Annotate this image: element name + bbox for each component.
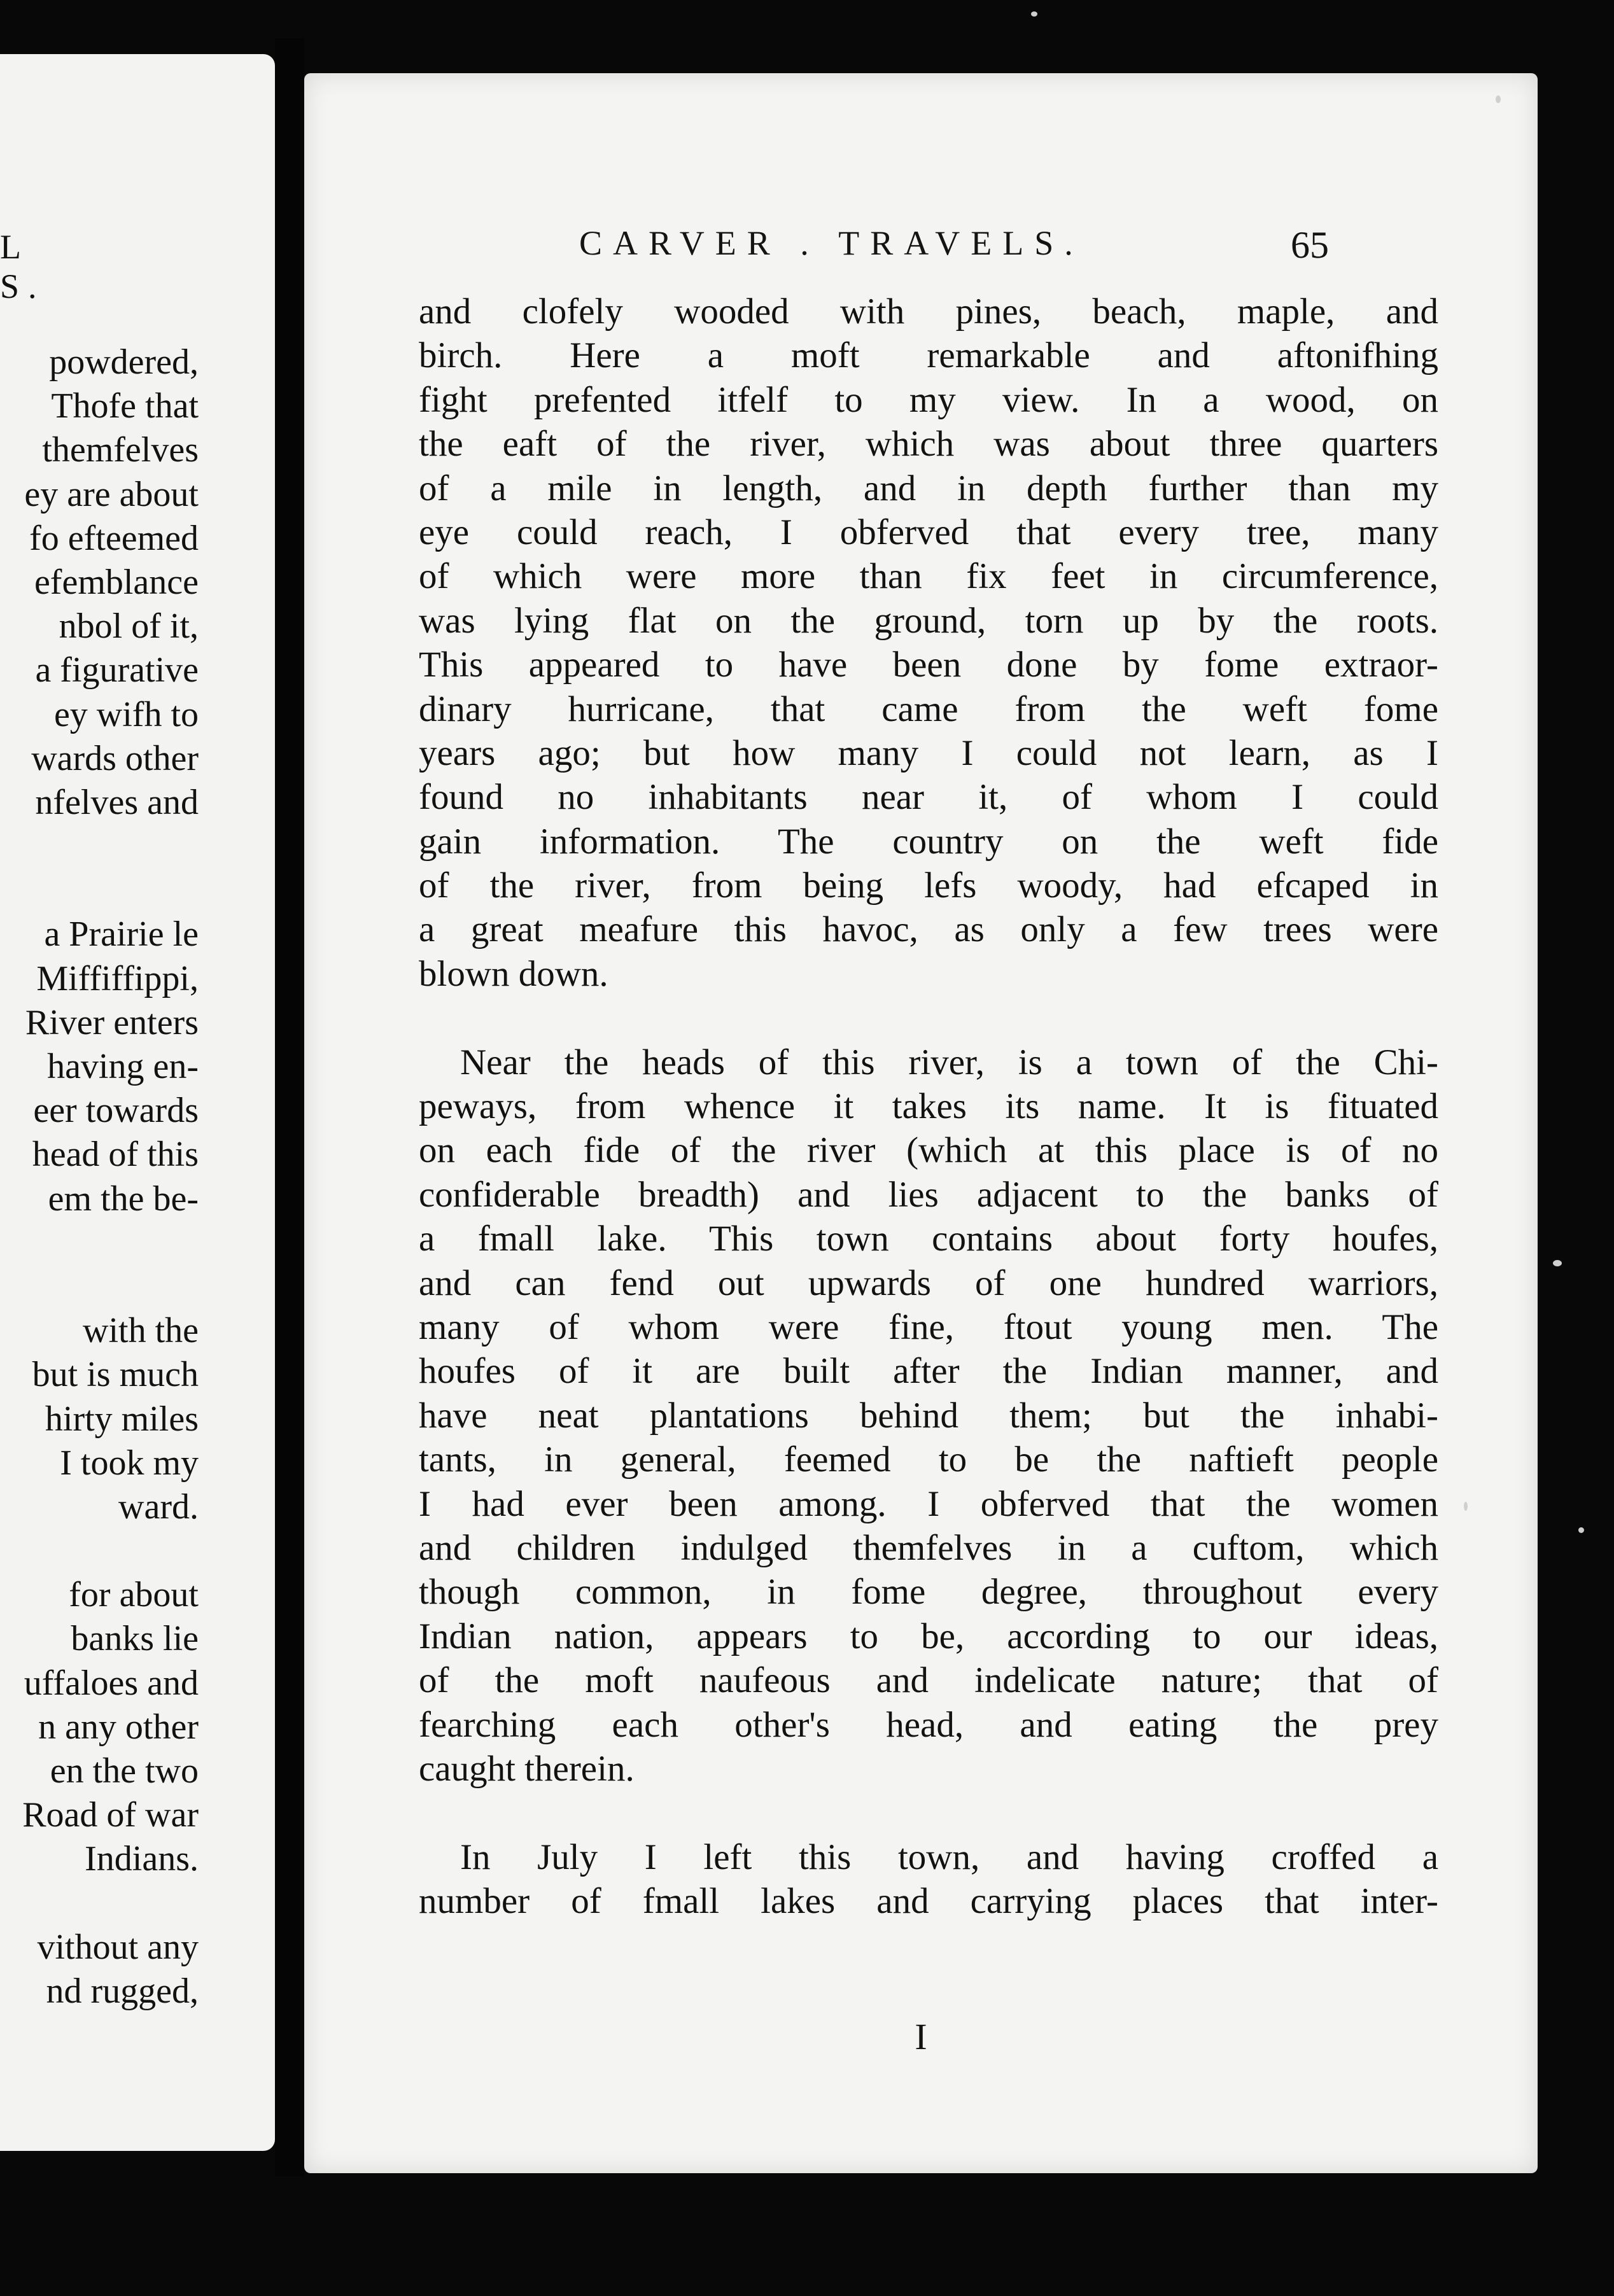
text-line: found no inhabitants near it, of whom I could xyxy=(419,777,1438,818)
text-line: gain information. The country on the weft fide xyxy=(419,821,1438,862)
previous-page-line xyxy=(0,1529,199,1573)
book-page xyxy=(304,73,1538,2173)
body-text xyxy=(419,290,1438,1923)
previous-page-line: nbol of it, xyxy=(59,606,199,647)
paragraph xyxy=(419,1040,1438,1791)
text-line: This appeared to have been done by fome extraor- xyxy=(419,645,1438,685)
text-line: though common, in fome degree, throughout every xyxy=(419,1572,1438,1613)
paragraph xyxy=(419,1835,1438,1924)
previous-page-line: em the be- xyxy=(48,1179,199,1219)
text-line: fearching each other's head, and eating the prey xyxy=(419,1704,1438,1745)
previous-page-line xyxy=(0,1265,199,1309)
paragraph xyxy=(419,290,1438,996)
text-line: fight prefented itfelf to my view. In a wood, on xyxy=(419,379,1438,420)
previous-page-line: hirty miles xyxy=(45,1399,199,1439)
text-line: and children indulged themfelves in a cuftom, which xyxy=(419,1527,1438,1568)
running-head xyxy=(304,223,1538,274)
previous-page-line: having en- xyxy=(47,1047,199,1086)
previous-page-line: efemblance xyxy=(34,562,199,602)
previous-page-line xyxy=(0,825,199,869)
text-line: blown down. xyxy=(419,953,608,994)
previous-page-line: ward. xyxy=(118,1487,199,1527)
scan-speck xyxy=(1031,11,1037,17)
scan-speck xyxy=(1496,95,1501,103)
text-line: eye could reach, I obferved that every tree, many xyxy=(419,512,1438,552)
previous-page-line: River enters xyxy=(25,1002,199,1042)
text-line: caught therein. xyxy=(419,1748,635,1789)
scan-speck xyxy=(1578,1527,1584,1533)
text-line: tants, in general, feemed to be the naftieft people xyxy=(419,1439,1438,1480)
previous-page-line: Indians. xyxy=(85,1839,199,1879)
text-line: a fmall lake. This town contains about forty houfes, xyxy=(419,1219,1438,1259)
previous-page-fragment xyxy=(0,54,275,2151)
paragraph-gap xyxy=(419,1791,1438,1835)
previous-page-line: vithout any xyxy=(37,1927,199,1967)
text-line: years ago; but how many I could not learn, as I xyxy=(419,732,1438,773)
previous-page-line: eer towards xyxy=(33,1091,199,1131)
text-line: In July I left this town, and having croffed a xyxy=(460,1837,1438,1877)
previous-page-line: ey wifh to xyxy=(53,694,199,734)
previous-page-line: wards other xyxy=(31,738,199,778)
text-line: and can fend out upwards of one hundred warriors, xyxy=(419,1263,1438,1303)
previous-page-line: a Prairie le xyxy=(44,914,199,955)
text-line: of the moft naufeous and indelicate nature; that of xyxy=(419,1660,1438,1701)
text-line: confiderable breadth) and lies adjacent to the banks of xyxy=(419,1174,1438,1215)
paragraph-gap xyxy=(419,996,1438,1040)
previous-page-line: but is much xyxy=(32,1355,199,1395)
signature-mark: I xyxy=(915,2016,927,2057)
scan-speck xyxy=(1464,1502,1468,1511)
text-line: many of whom were fine, ftout young men. The xyxy=(419,1306,1438,1347)
previous-page-line xyxy=(0,1221,199,1265)
text-line: a great meafure this havoc, as only a few trees were xyxy=(419,909,1438,950)
text-line: of a mile in length, and in depth further than my xyxy=(419,468,1438,508)
scan-speck xyxy=(1553,1260,1562,1266)
previous-page-line: a figurative xyxy=(35,650,199,690)
previous-page-line: nfelves and xyxy=(35,782,199,822)
previous-page-line: for about xyxy=(69,1575,199,1615)
book-gutter xyxy=(275,38,304,2176)
previous-page-line: Road of war xyxy=(22,1795,199,1835)
previous-page-line: Miffiffippi, xyxy=(36,958,199,998)
previous-page-line: fo efteemed xyxy=(29,518,199,558)
previous-page-line: en the two xyxy=(50,1751,199,1791)
previous-page-line: nd rugged, xyxy=(46,1971,199,2011)
previous-page-line: uffaloes and xyxy=(24,1663,199,1703)
previous-page-line: I took my xyxy=(60,1443,199,1483)
previous-page-line: Thofe that xyxy=(51,386,199,426)
text-line: of which were more than fix feet in circumference, xyxy=(419,556,1438,597)
text-line: houfes of it are built after the Indian manner, and xyxy=(419,1351,1438,1392)
text-line: peways, from whence it takes its name. It is fituated xyxy=(419,1086,1438,1127)
page-number: 65 xyxy=(1291,224,1329,266)
text-line: and clofely wooded with pines, beach, maple, and xyxy=(419,291,1438,332)
text-line: birch. Here a moft remarkable and aftonifhing xyxy=(419,335,1438,376)
text-line: of the river, from being lefs woody, had efcaped in xyxy=(419,865,1438,906)
previous-page-line xyxy=(0,1882,199,1926)
text-line: was lying flat on the ground, torn up by the roots. xyxy=(419,600,1438,641)
text-line: have neat plantations behind them; but the inhabi- xyxy=(419,1395,1438,1436)
previous-page-line: themfelves xyxy=(42,430,199,470)
previous-page-line: with the xyxy=(83,1311,199,1351)
text-line: Near the heads of this river, is a town of the Chi- xyxy=(460,1042,1438,1082)
previous-page-line: n any other xyxy=(38,1707,199,1747)
running-title: CARVER . TRAVELS. xyxy=(579,224,1084,262)
text-line: on each fide of the river (which at this place is of no xyxy=(419,1130,1438,1171)
previous-page-line: powdered, xyxy=(49,342,199,382)
previous-page-text xyxy=(0,340,199,2013)
previous-page-line: ey are about xyxy=(24,474,199,514)
previous-page-running-head: L S. xyxy=(0,228,46,305)
text-line: I had ever been among. I obferved that the women xyxy=(419,1483,1438,1524)
previous-page-line xyxy=(0,869,199,913)
previous-page-line: head of this xyxy=(32,1135,199,1175)
text-line: dinary hurricane, that came from the weft fome xyxy=(419,689,1438,729)
text-line: Indian nation, appears to be, according to our ideas, xyxy=(419,1616,1438,1656)
text-line: the eaft of the river, which was about three quarters xyxy=(419,424,1438,465)
previous-page-line: banks lie xyxy=(71,1619,199,1659)
text-line: number of fmall lakes and carrying places that inter- xyxy=(419,1881,1438,1922)
